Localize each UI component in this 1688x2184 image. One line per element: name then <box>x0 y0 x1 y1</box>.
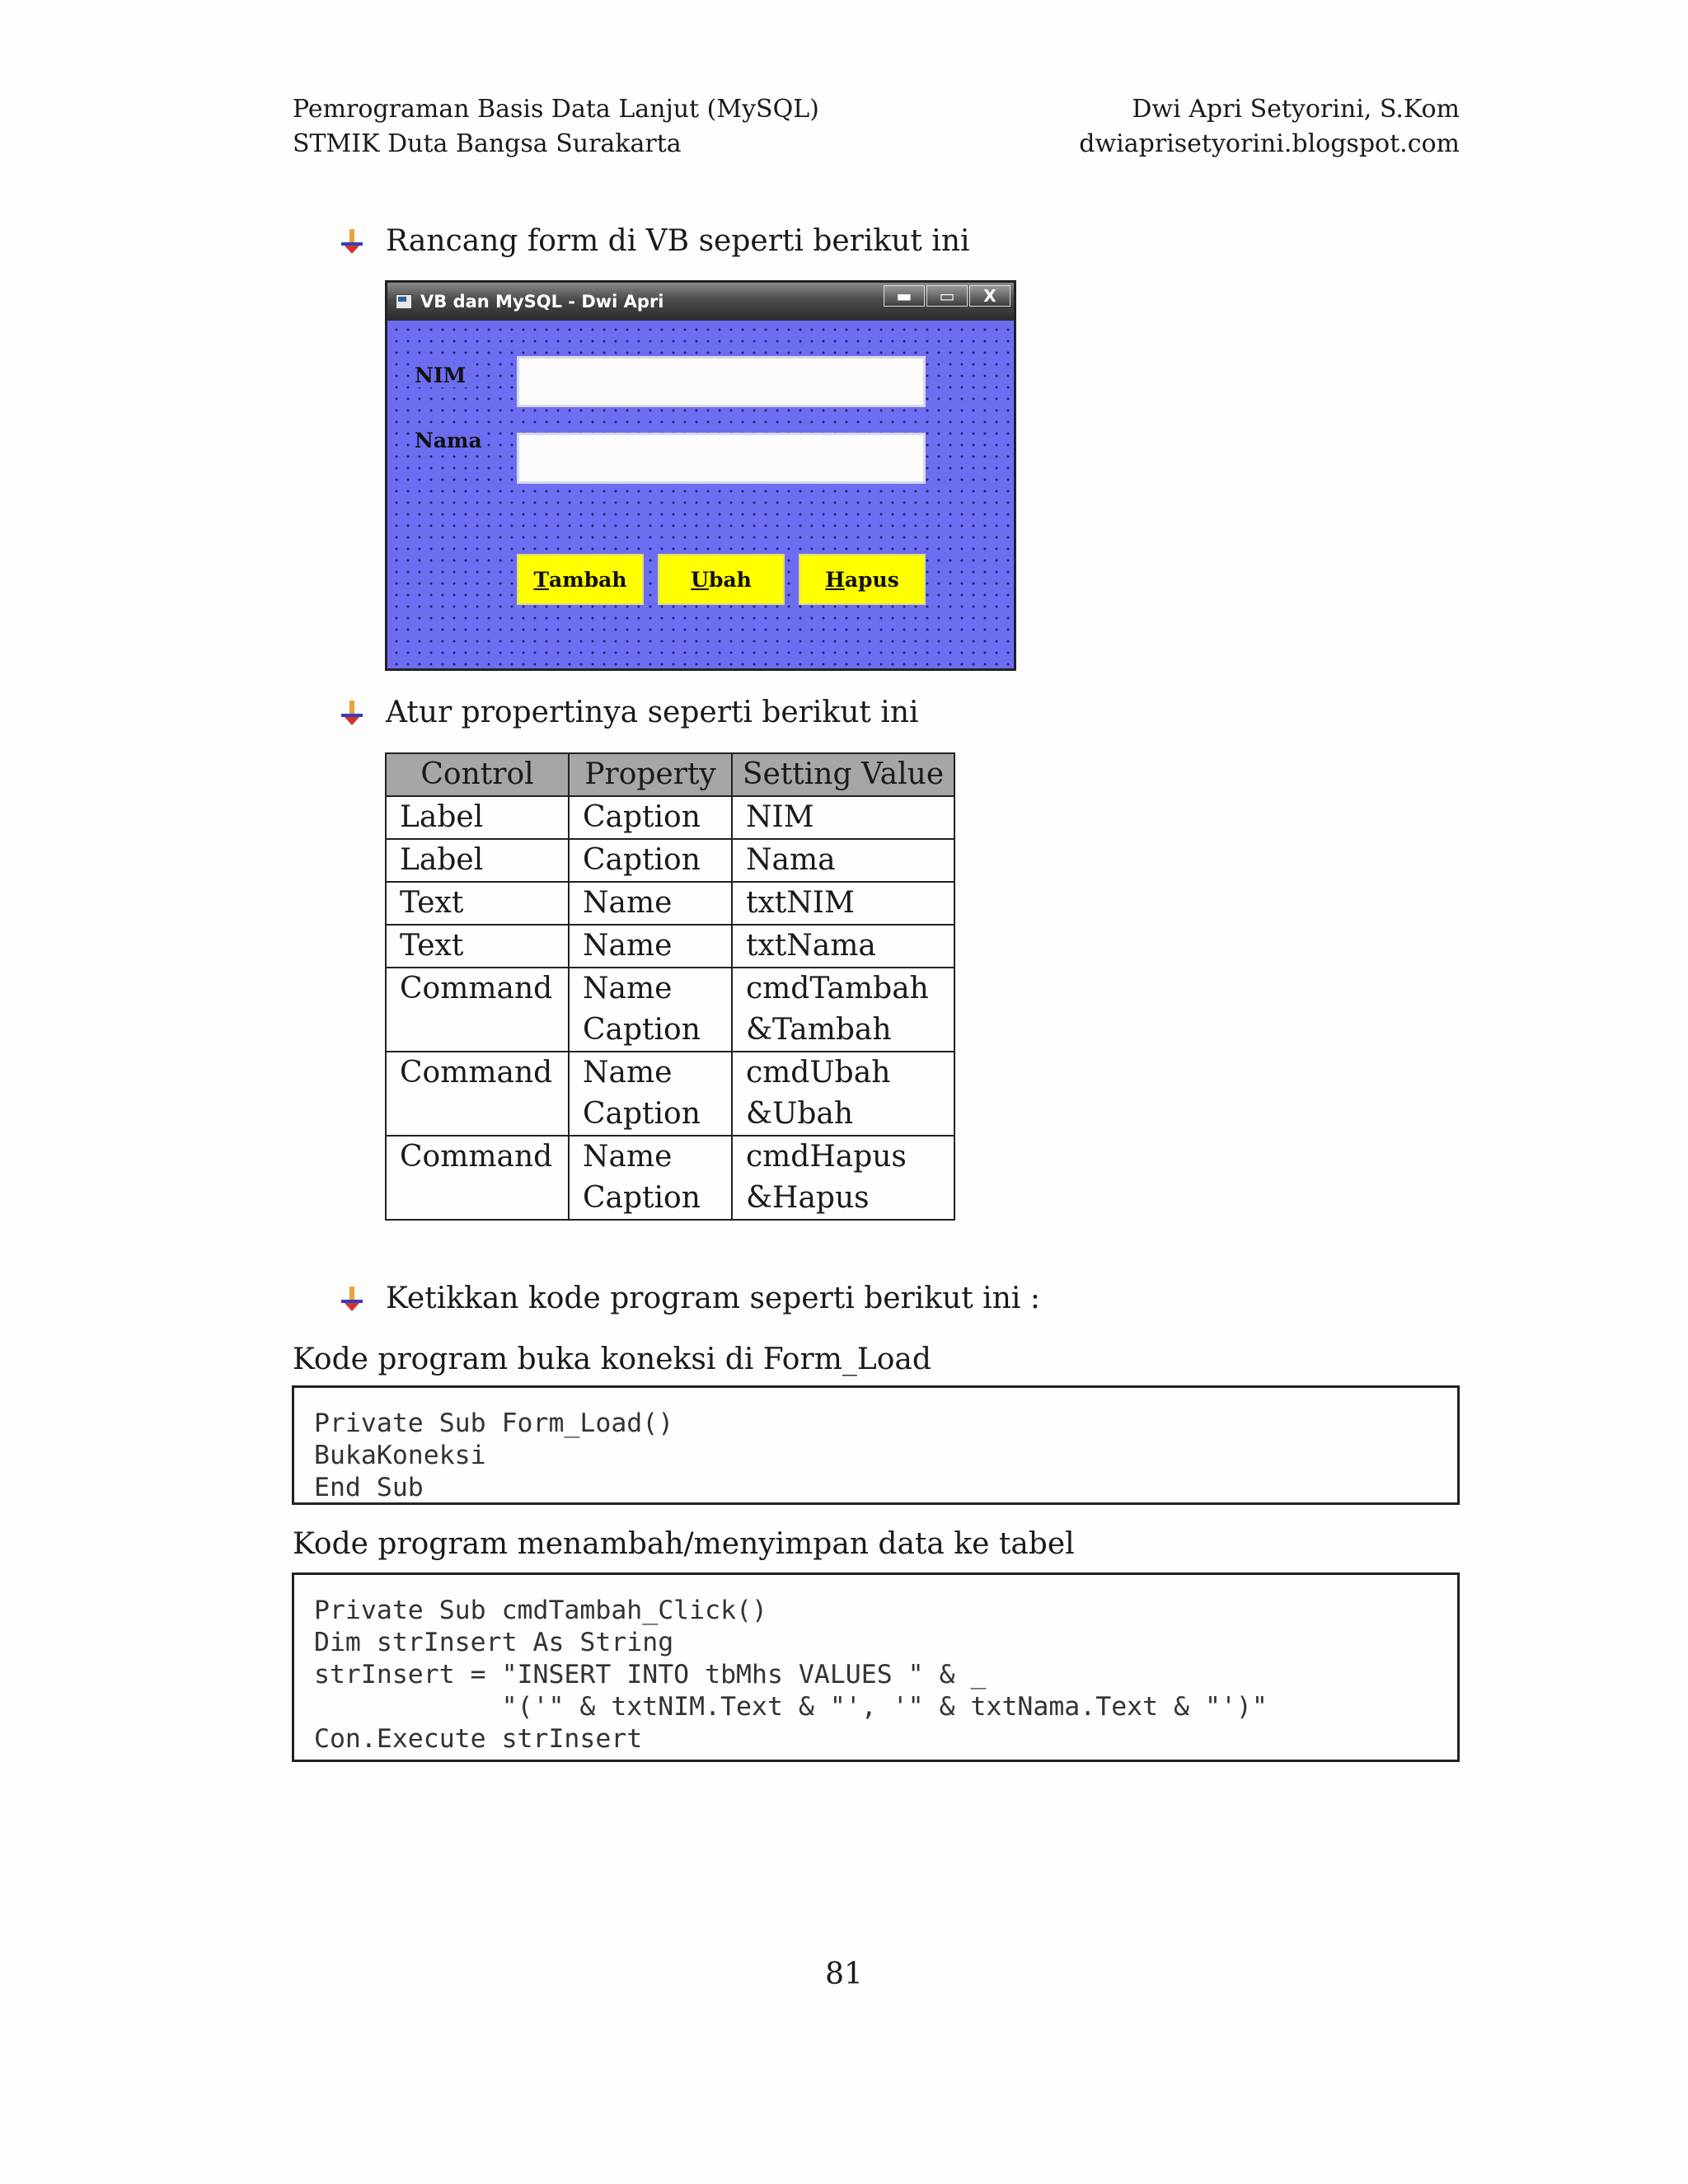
value-line: &Hapus <box>746 1181 870 1215</box>
value-line: cmdTambah <box>746 972 929 1005</box>
property-line: Name <box>583 1140 673 1174</box>
author-blog: dwiaprisetyorini.blogspot.com <box>1079 129 1460 158</box>
maximize-button[interactable]: ▭ <box>926 285 968 307</box>
hapus-label: apus <box>844 567 899 592</box>
code-line: Private Sub cmdTambah_Click() <box>314 1596 767 1625</box>
bullet-text: Ketikkan kode program seperti berikut ini : <box>386 1282 1040 1315</box>
cell-control: Label <box>386 796 569 839</box>
cell-property <box>569 1136 732 1220</box>
cell-value: txtNIM <box>732 882 954 925</box>
properties-table <box>385 752 955 1221</box>
cell-control: Command <box>386 1052 569 1136</box>
section-heading-form-load: Kode program buka koneksi di Form_Load <box>293 1343 931 1376</box>
value-line: &Tambah <box>746 1013 892 1047</box>
cell-value: NIM <box>732 796 954 839</box>
window-title: VB dan MySQL - Dwi Apri <box>420 292 664 312</box>
table-row <box>386 1052 954 1136</box>
code-line: Dim strInsert As String <box>314 1628 674 1657</box>
bullet-design-form <box>338 222 970 261</box>
label-nim: NIM <box>411 363 469 387</box>
code-block-form-load <box>292 1385 1460 1505</box>
bullet-text: Atur propertinya seperti berikut ini <box>386 696 919 729</box>
cell-control: Command <box>386 968 569 1052</box>
minimize-button[interactable]: ▬ <box>884 285 925 307</box>
page-header-left <box>293 92 819 162</box>
code-line: End Sub <box>314 1473 424 1502</box>
col-header-property: Property <box>569 753 732 796</box>
code-block-insert <box>292 1572 1460 1762</box>
ubah-label: bah <box>708 567 752 592</box>
ubah-access-key: U <box>691 567 709 592</box>
table-row <box>386 839 954 882</box>
window-titlebar <box>387 283 1014 321</box>
cell-property <box>569 968 732 1052</box>
code-line: Private Sub Form_Load() <box>314 1408 674 1438</box>
cell-property <box>569 1052 732 1136</box>
down-arrow-bullet-icon <box>338 227 366 255</box>
bullet-type-code <box>338 1279 1040 1319</box>
table-row <box>386 1136 954 1220</box>
property-line: Caption <box>583 1013 701 1047</box>
down-arrow-bullet-icon <box>338 1285 366 1313</box>
cell-control: Text <box>386 925 569 968</box>
tambah-label: ambah <box>549 567 627 592</box>
bullet-text: Rancang form di VB seperti berikut ini <box>386 224 970 258</box>
cell-value: Nama <box>732 839 954 882</box>
course-title: Pemrograman Basis Data Lanjut (MySQL) <box>293 95 819 124</box>
property-line: Name <box>583 1056 673 1090</box>
page-number: 81 <box>825 1957 863 1991</box>
value-line: &Ubah <box>746 1097 854 1131</box>
institution-name: STMIK Duta Bangsa Surakarta <box>293 129 682 158</box>
cell-value <box>732 968 954 1052</box>
form-design-surface <box>387 321 1014 668</box>
down-arrow-bullet-icon <box>338 699 366 727</box>
code-line: Con.Execute strInsert <box>314 1724 643 1754</box>
cell-control: Text <box>386 882 569 925</box>
ubah-button[interactable] <box>658 554 785 605</box>
cell-value <box>732 1136 954 1220</box>
col-header-setting-value: Setting Value <box>732 753 954 796</box>
hapus-button[interactable] <box>799 554 926 605</box>
tambah-button[interactable] <box>517 554 644 605</box>
txt-nama-input[interactable] <box>517 433 926 484</box>
cell-value <box>732 1052 954 1136</box>
code-line: "('" & txtNIM.Text & "', '" & txtNama.Text & "')" <box>314 1692 1268 1722</box>
author-name: Dwi Apri Setyorini, S.Kom <box>1132 95 1460 124</box>
property-line: Caption <box>583 1181 701 1215</box>
table-row <box>386 968 954 1052</box>
property-line: Name <box>583 972 673 1005</box>
cell-property: Caption <box>569 839 732 882</box>
code-line: strInsert = "INSERT INTO tbMhs VALUES " & _ <box>314 1660 987 1690</box>
cell-control: Label <box>386 839 569 882</box>
app-icon <box>396 294 412 309</box>
close-button[interactable]: X <box>969 285 1010 307</box>
cell-property: Name <box>569 925 732 968</box>
cell-property: Caption <box>569 796 732 839</box>
cell-value: txtNama <box>732 925 954 968</box>
page-header-right <box>1079 92 1460 162</box>
value-line: cmdHapus <box>746 1140 907 1174</box>
label-nama: Nama <box>411 429 485 452</box>
bullet-set-properties <box>338 693 919 733</box>
table-row <box>386 882 954 925</box>
table-row <box>386 796 954 839</box>
code-line: BukaKoneksi <box>314 1441 486 1470</box>
cell-control: Command <box>386 1136 569 1220</box>
section-heading-insert: Kode program menambah/menyimpan data ke tabel <box>293 1527 1075 1561</box>
window-controls <box>884 285 1010 307</box>
table-header-row <box>386 753 954 796</box>
cell-property: Name <box>569 882 732 925</box>
table-row <box>386 925 954 968</box>
value-line: cmdUbah <box>746 1056 891 1090</box>
tambah-access-key: T <box>533 567 550 592</box>
property-line: Caption <box>583 1097 701 1131</box>
hapus-access-key: H <box>825 567 845 592</box>
vb-form-window <box>385 280 1016 671</box>
txt-nim-input[interactable] <box>517 356 926 407</box>
col-header-control: Control <box>386 753 569 796</box>
